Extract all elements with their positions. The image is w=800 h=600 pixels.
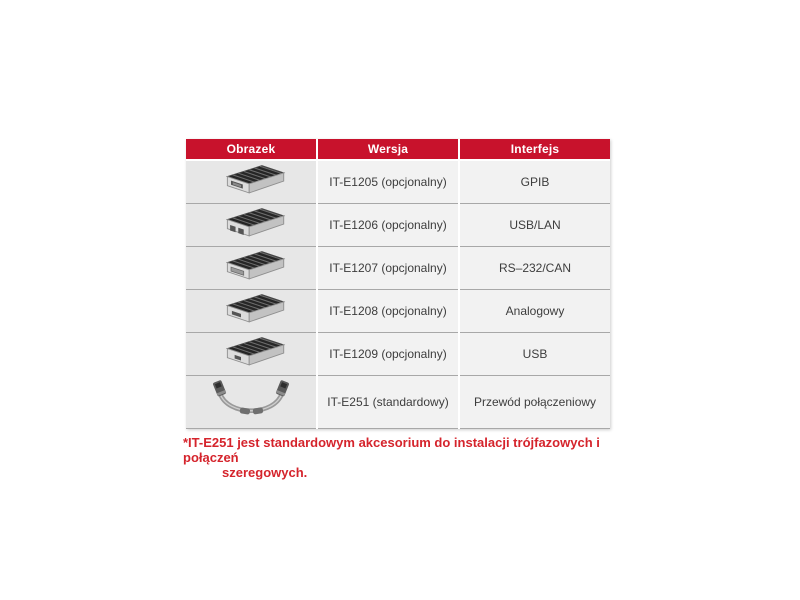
version-cell: IT-E1206 (opcjonalny) [318, 204, 458, 247]
image-cell [186, 247, 316, 290]
version-cell: IT-E1209 (opcjonalny) [318, 333, 458, 376]
column-header-interfejs: Interfejs [460, 139, 610, 161]
column-header-wersja: Wersja [318, 139, 458, 161]
it-e1209-device-image [212, 334, 290, 374]
version-cell: IT-E1205 (opcjonalny) [318, 161, 458, 204]
footnote-line-2: szeregowych. [222, 465, 308, 480]
footnote [183, 435, 633, 480]
interface-cell: RS–232/CAN [460, 247, 610, 290]
version-cell: IT-E1207 (opcjonalny) [318, 247, 458, 290]
interface-cell: USB/LAN [460, 204, 610, 247]
interface-cell: USB [460, 333, 610, 376]
image-cell [186, 333, 316, 376]
interface-cell: Przewód połączeniowy [460, 376, 610, 429]
version-cell: IT-E251 (standardowy) [318, 376, 458, 429]
image-cell [186, 161, 316, 204]
it-e1206-device-image [212, 205, 290, 245]
it-e251-cable-image [207, 379, 295, 425]
image-cell [186, 204, 316, 247]
interface-spec-table [186, 139, 610, 429]
it-e1208-device-image [212, 291, 290, 331]
image-cell [186, 376, 316, 429]
version-cell: IT-E1208 (opcjonalny) [318, 290, 458, 333]
it-e1205-device-image [212, 162, 290, 202]
interface-cell: GPIB [460, 161, 610, 204]
image-cell [186, 290, 316, 333]
column-header-obrazek: Obrazek [186, 139, 316, 161]
interface-cell: Analogowy [460, 290, 610, 333]
it-e1207-device-image [212, 248, 290, 288]
footnote-line-1: *IT-E251 jest standardowym akcesorium do instalacji trójfazowych i połączeń [183, 435, 600, 465]
